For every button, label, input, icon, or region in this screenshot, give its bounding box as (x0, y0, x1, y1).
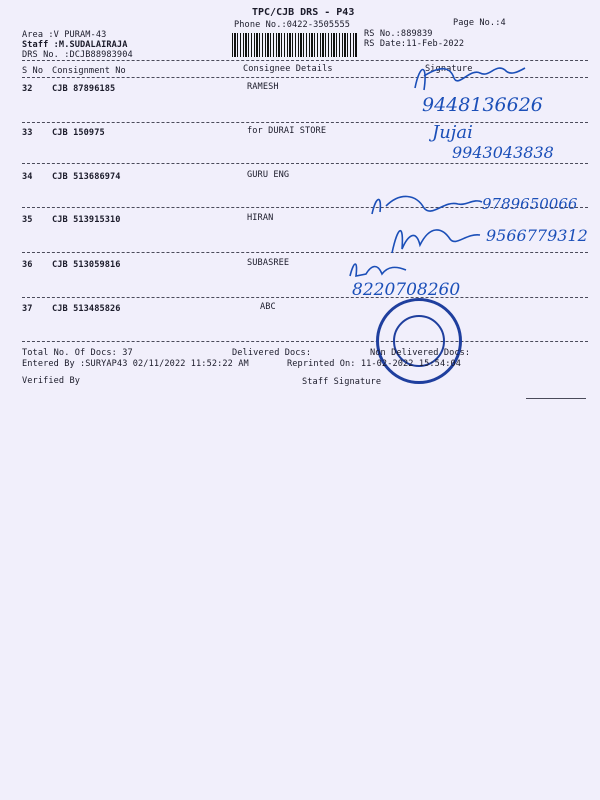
row-consignment: CJB 513485826 (52, 304, 121, 314)
handwritten-phone: 9566779312 (486, 226, 588, 245)
row-divider (22, 297, 588, 298)
row-consignment: CJB 513686974 (52, 172, 121, 182)
row-consignee: SUBASREE (247, 258, 290, 268)
handwritten-name: Jujai (432, 122, 473, 143)
page-number: Page No.:4 (453, 18, 506, 28)
row-consignment: CJB 513915310 (52, 215, 121, 225)
handwritten-phone: 9448136626 (422, 94, 543, 116)
row-divider (22, 163, 588, 164)
handwritten-signature-row36 (386, 215, 486, 259)
row-consignee: ABC (260, 302, 276, 312)
row-divider (22, 252, 588, 253)
handwritten-phone: 9789650066 (482, 195, 578, 213)
document-title: TPC/CJB DRS - P43 (252, 7, 355, 18)
rs-number: RS No.:889839 (364, 29, 433, 39)
area: Area :V PURAM-43 (22, 30, 107, 40)
column-header-sno: S No (22, 66, 44, 76)
row-consignment: CJB 150975 (52, 128, 105, 138)
verified-by: Verified By (22, 376, 81, 386)
row-divider (22, 122, 588, 123)
staff-name: Staff :M.SUDALAIRAJA (22, 40, 128, 50)
row-consignment: CJB 87896185 (52, 84, 116, 94)
row-sno: 32 (22, 84, 33, 94)
row-consignment: CJB 513059816 (52, 260, 121, 270)
handwritten-signature-row32 (410, 58, 530, 98)
row-sno: 33 (22, 128, 33, 138)
column-header-signature: Signature (425, 64, 473, 74)
drs-number: DRS No. :DCJB88983904 (22, 50, 133, 60)
column-header-consignee: Consignee Details (243, 64, 333, 74)
row-sno: 37 (22, 304, 33, 314)
row-consignee: GURU ENG (247, 170, 290, 180)
row-sno: 36 (22, 260, 33, 270)
barcode (232, 33, 358, 57)
row-consignee: HIRAN (247, 213, 274, 223)
non-delivered-docs: Non Delivered Docs: (370, 348, 471, 358)
row-sno: 35 (22, 215, 33, 225)
rs-date: RS Date:11-Feb-2022 (364, 39, 465, 49)
staff-signature-label: Staff Signature (302, 377, 382, 387)
handwritten-signature-row37 (346, 256, 410, 280)
total-docs: Total No. Of Docs: 37 (22, 348, 133, 358)
row-consignee: for DURAI STORE (247, 126, 327, 136)
entered-by: Entered By :SURYAP43 02/11/2022 11:52:22 AM (22, 359, 249, 369)
signature-line (526, 398, 586, 399)
column-header-consignment: Consignment No (52, 66, 126, 76)
handwritten-phone: 9943043838 (452, 143, 554, 162)
table-bottom-divider (22, 341, 588, 342)
phone-number: Phone No.:0422-3505555 (234, 20, 351, 30)
reprinted-on: Reprinted On: 11-02-2022 15:54:04 (287, 359, 462, 369)
handwritten-phone: 8220708260 (352, 280, 461, 300)
row-consignee: RAMESH (247, 82, 279, 92)
company-stamp (376, 298, 462, 384)
row-sno: 34 (22, 172, 33, 182)
delivered-docs: Delivered Docs: (232, 348, 312, 358)
